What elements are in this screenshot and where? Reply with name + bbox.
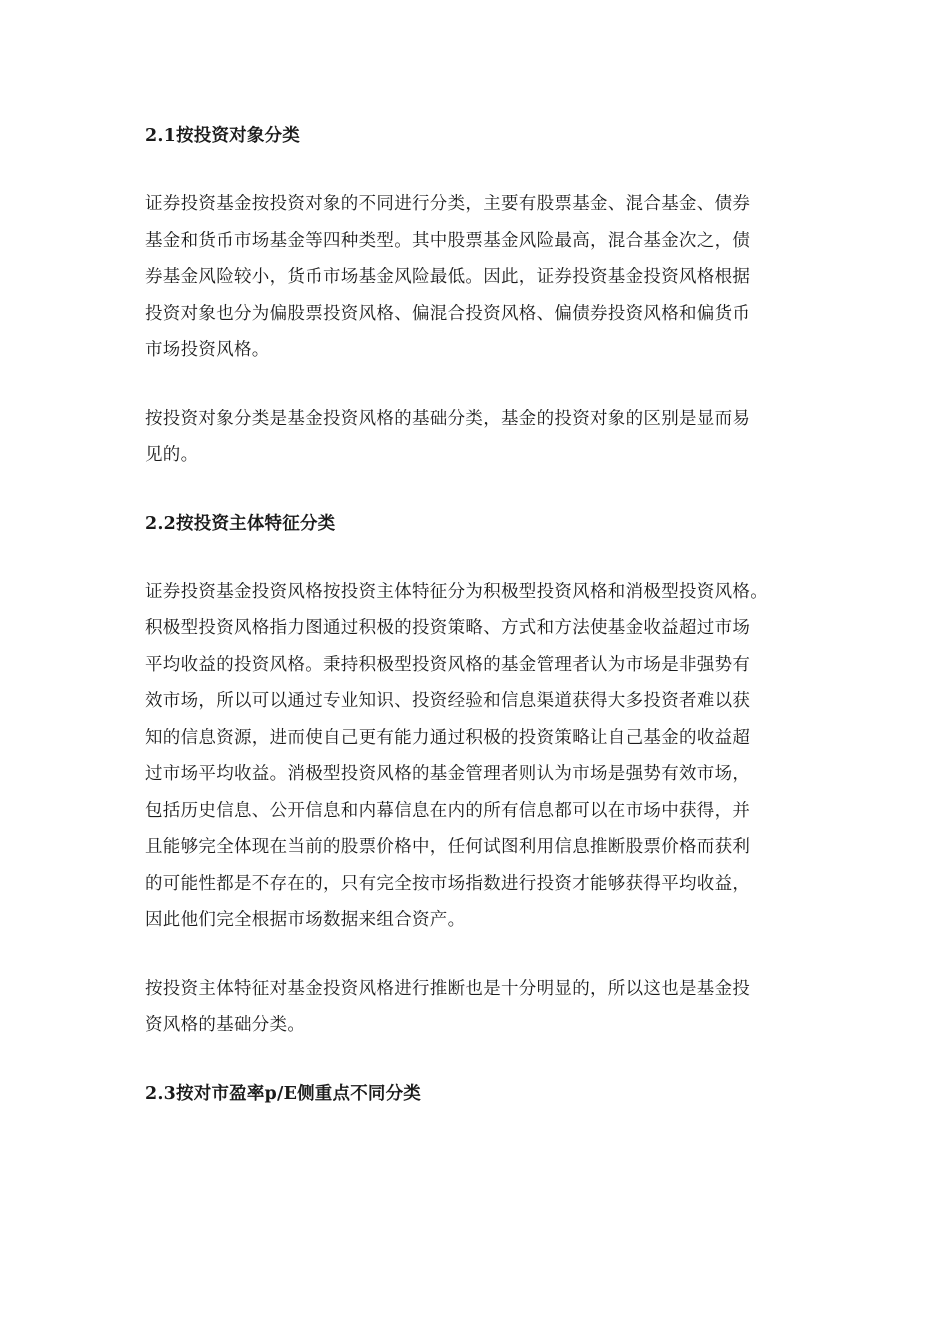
text-line: 积极型投资风格指力图通过积极的投资策略、方式和方法使基金收益超过市场 xyxy=(145,618,751,638)
text-line: 且能够完全体现在当前的股票价格中，任何试图利用信息推断股票价格而获利 xyxy=(145,837,751,857)
paragraph-2-1-a xyxy=(145,186,825,369)
text-line: 按投资主体特征对基金投资风格进行推断也是十分明显的，所以这也是基金投 xyxy=(145,978,751,999)
document-page xyxy=(145,118,825,1112)
text-line: 的可能性都是不存在的，只有完全按市场指数进行投资才能够获得平均收益， xyxy=(145,873,751,894)
section-heading-2-2: 2.2按投资主体特征分类 xyxy=(145,513,336,534)
text-line: 见的。 xyxy=(145,445,199,465)
paragraph-2-2-a xyxy=(145,574,825,939)
paragraph-2-2-b xyxy=(145,971,825,1044)
section-heading-2-1: 2.1按投资对象分类 xyxy=(145,126,300,146)
text-line: 平均收益的投资风格。秉持积极型投资风格的基金管理者认为市场是非强势有 xyxy=(145,654,751,675)
paragraph-2-1-b xyxy=(145,401,825,474)
text-line: 证券投资基金按投资对象的不同进行分类，主要有股票基金、混合基金、债券 xyxy=(145,194,751,214)
text-line: 投资对象也分为偏股票投资风格、偏混合投资风格、偏债券投资风格和偏货币 xyxy=(145,303,751,324)
text-line: 资风格的基础分类。 xyxy=(145,1015,306,1035)
text-line: 证券投资基金投资风格按投资主体特征分为积极型投资风格和消极型投资风格。 xyxy=(145,581,768,602)
text-line: 按投资对象分类是基金投资风格的基础分类，基金的投资对象的区别是显而易 xyxy=(145,408,751,429)
text-line: 效市场，所以可以通过专业知识、投资经验和信息渠道获得大多投资者难以获 xyxy=(145,691,751,711)
text-line: 基金和货币市场基金等四种类型。其中股票基金风险最高，混合基金次之，债 xyxy=(145,230,751,251)
text-line: 知的信息资源，进而使自己更有能力通过积极的投资策略让自己基金的收益超 xyxy=(145,727,751,748)
text-line: 券基金风险较小，货币市场基金风险最低。因此，证券投资基金投资风格根据 xyxy=(145,267,751,287)
text-line: 因此他们完全根据市场数据来组合资产。 xyxy=(145,910,466,930)
section-heading-2-3: 2.3按对市盈率p/E侧重点不同分类 xyxy=(145,1083,422,1104)
text-line: 过市场平均收益。消极型投资风格的基金管理者则认为市场是强势有效市场， xyxy=(145,764,751,784)
text-line: 包括历史信息、公开信息和内幕信息在内的所有信息都可以在市场中获得，并 xyxy=(145,800,751,821)
text-line: 市场投资风格。 xyxy=(145,340,270,360)
